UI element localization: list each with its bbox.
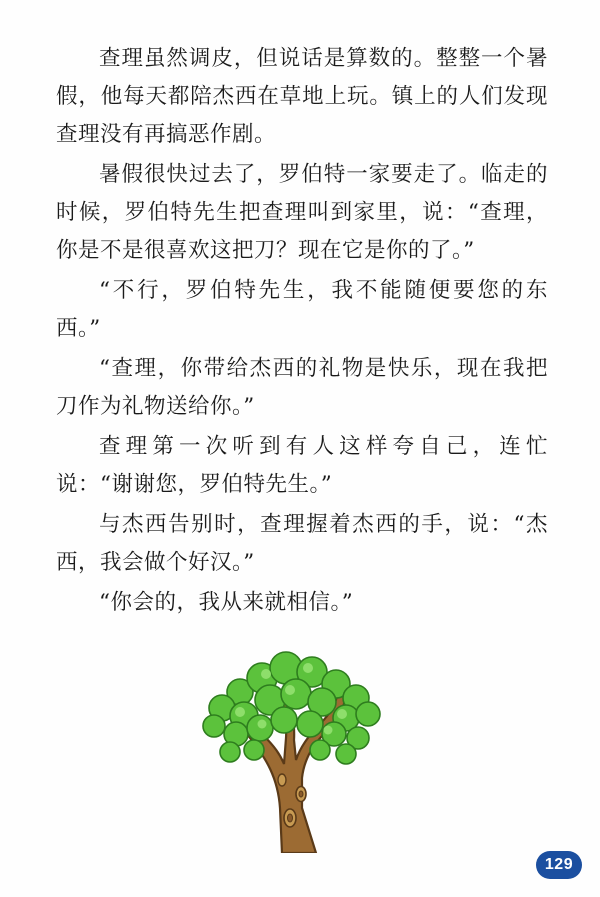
paragraph: “不行，罗伯特先生，我不能随便要您的东西。” <box>56 278 548 341</box>
paragraph: “你会的，我从来就相信。” <box>99 590 354 615</box>
paragraph: 查理第一次听到有人这样夸自己，连忙说：“谢谢您，罗伯特先生。” <box>56 434 548 497</box>
paragraph: 与杰西告别时，查理握着杰西的手，说：“杰西，我会做个好汉。” <box>56 512 548 575</box>
paragraph: “查理，你带给杰西的礼物是快乐，现在我把刀作为礼物送给你。” <box>56 356 548 419</box>
paragraph: 暑假很快过去了，罗伯特一家要走了。临走的时候，罗伯特先生把查理叫到家里，说：“查理，你是不是很喜欢这把刀？现在它是你的了。” <box>56 162 548 263</box>
paragraph: 查理虽然调皮，但说话是算数的。整整一个暑假，他每天都陪杰西在草地上玩。镇上的人们发现查理没有再搞恶作剧。 <box>56 46 548 147</box>
page-number: 129 <box>536 851 582 879</box>
page-number-container <box>536 851 582 879</box>
page-text-body <box>56 40 548 624</box>
tree-illustration <box>170 628 430 853</box>
